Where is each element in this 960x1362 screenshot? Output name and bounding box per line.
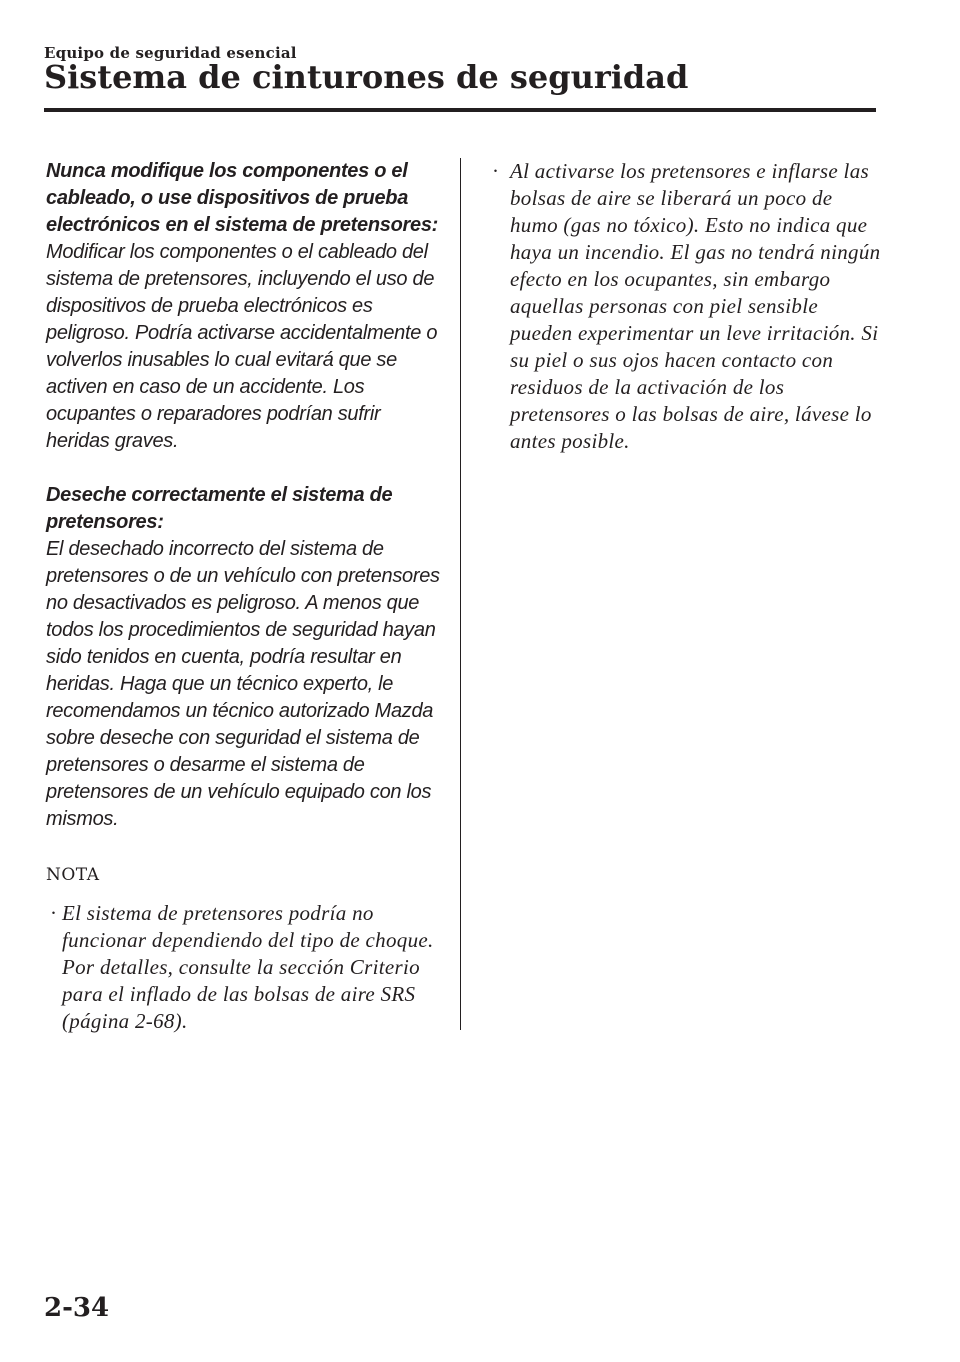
note-text: El sistema de pretensores podría no funcionar dependiendo del tipo de choque. Por detalles, consulte la sección Criterio para el inflado de las bolsas de aire SRS (página 2-68).	[62, 901, 434, 1033]
note-item	[492, 158, 882, 455]
warning-heading: Nunca modifique los componentes o el cableado, o use dispositivos de prueba electrónicos en el sistema de pretensores:	[46, 160, 439, 236]
warning-heading: Deseche correctamente el sistema de pretensores:	[46, 484, 393, 533]
warning-body: El desechado incorrecto del sistema de pretensores o de un vehículo con pretensores no desactivados es peligroso. A menos que todos los procedimientos de seguridad hayan sido tenidos en cuenta, podría resultar en heridas. Haga que un técnico experto, le recomendamos un técnico autorizado Mazda sobre deseche con seguridad el sistema de pretensores o desarme el sistema de pretensores de un vehículo equipado con los mismos.	[46, 538, 440, 830]
note-item	[46, 900, 446, 1035]
note-label: NOTA	[46, 865, 100, 885]
warning-body: Modificar los componentes o el cableado del sistema de pretensores, incluyendo el uso de dispositivos de prueba electrónicos es peligroso. Podría activarse accidentalmente o volverlos inusables lo cual evitará que se activen en caso de un accidente. Los ocupantes o reparadores podrían sufrir heridas graves.	[46, 241, 438, 452]
warning-block	[46, 482, 446, 833]
left-column	[46, 158, 446, 1035]
right-column	[492, 158, 882, 455]
warning-block	[46, 158, 446, 455]
page-number: 2-34	[44, 1293, 110, 1323]
page-title: Sistema de cinturones de seguridad	[44, 58, 689, 96]
bullet-icon: ·	[492, 159, 500, 183]
header-divider	[44, 108, 876, 112]
bullet-icon: ·	[50, 901, 58, 925]
column-divider	[460, 158, 461, 1030]
note-text: Al activarse los pretensores e inflarse las bolsas de aire se liberará un poco de humo (gas no tóxico). Esto no indica que haya un incendio. El gas no tendrá ningún efecto en los ocupantes, sin embargo aquellas personas con piel sensible pueden experimentar un leve irritación. Si su piel o sus ojos hacen contacto con residuos de la activación de los pretensores o las bolsas de aire, lávese lo antes posible.	[510, 159, 881, 453]
section-label: Equipo de seguridad esencial	[44, 44, 297, 62]
